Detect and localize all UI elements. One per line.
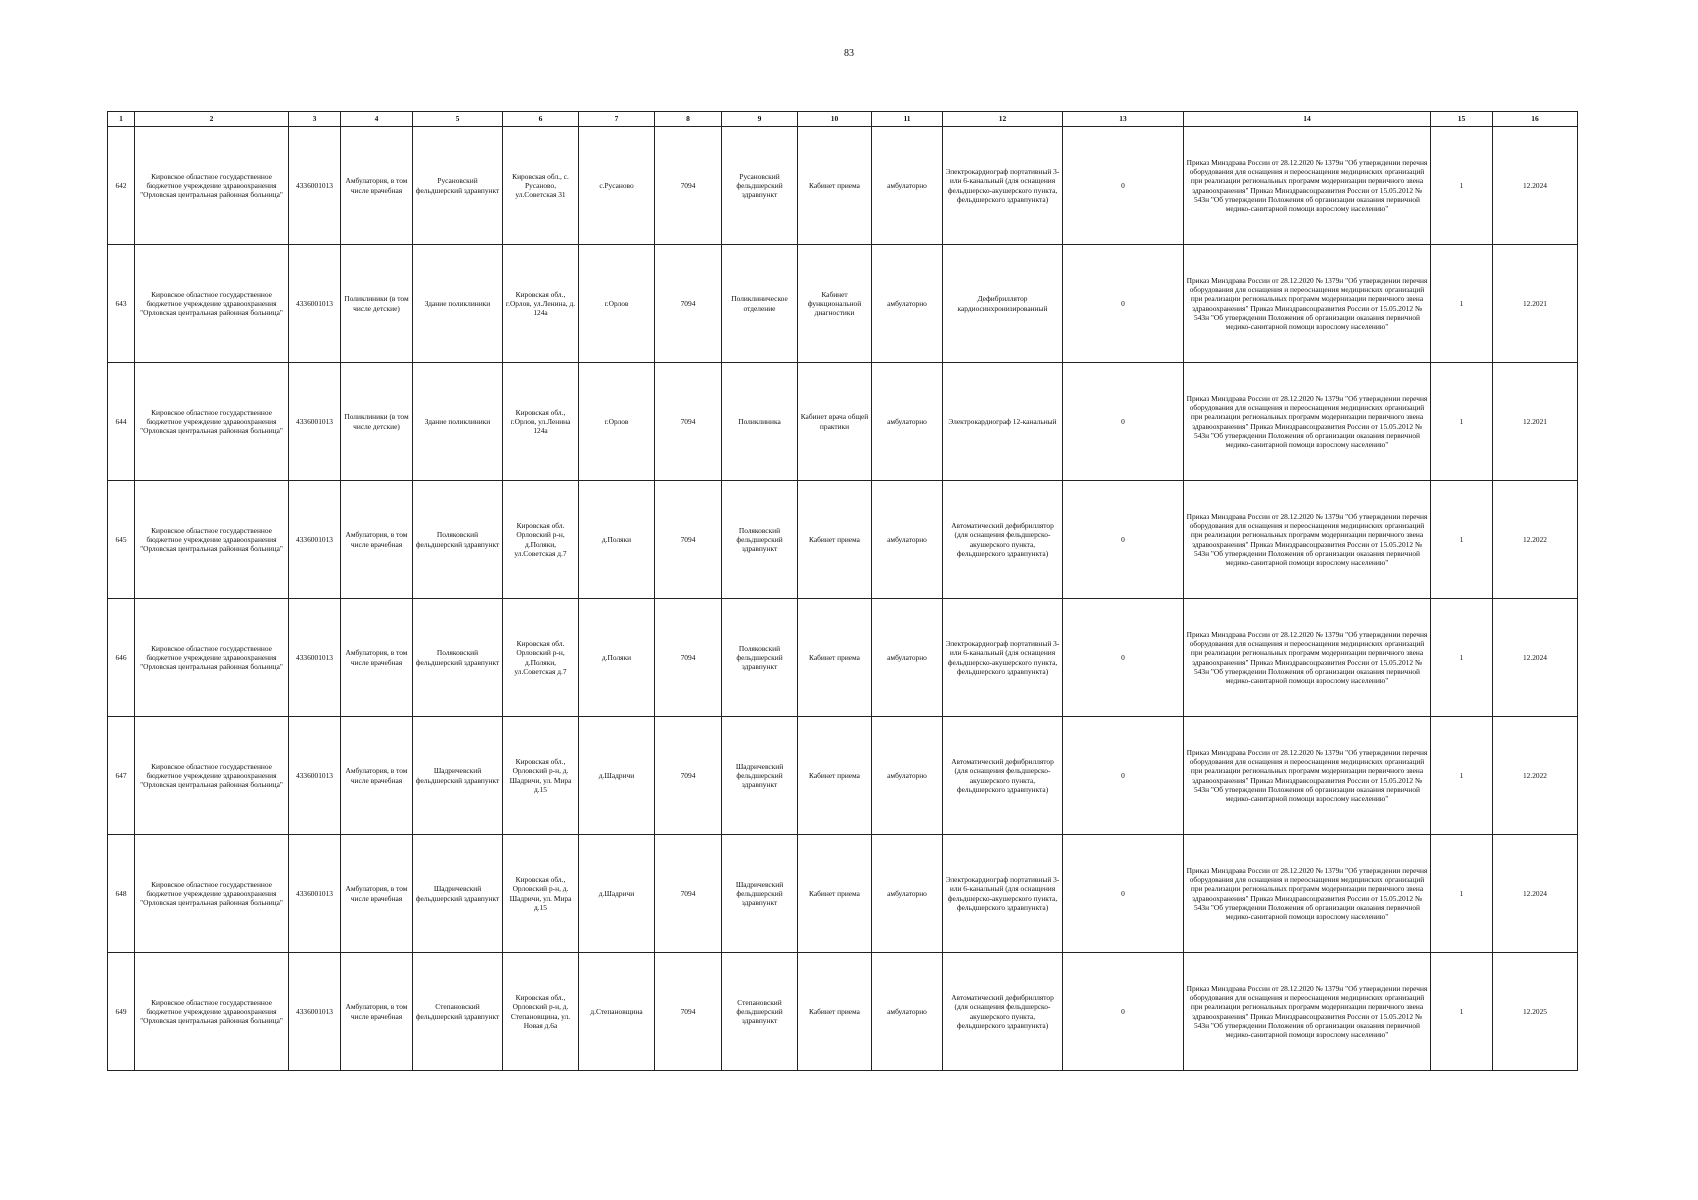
code-cell: 7094 xyxy=(655,953,722,1071)
organization-cell: Кировское областное государственное бюджетное учреждение здравоохранения "Орловская центральная районная больница" xyxy=(135,245,289,363)
quantity-cell: 1 xyxy=(1431,599,1493,717)
equipment-cell: Дефибриллятор кардиосинхронизированный xyxy=(943,245,1063,363)
col13-cell: 0 xyxy=(1063,717,1184,835)
row-number: 644 xyxy=(108,363,135,481)
facility-type-cell: Амбулатория, в том числе врачебная xyxy=(341,835,413,953)
column-header: 11 xyxy=(872,112,943,127)
address-cell: Кировская обл., с. Русаново, ул.Советская 31 xyxy=(503,127,579,245)
locality-cell: д.Шадричи xyxy=(579,835,655,953)
column-header: 13 xyxy=(1063,112,1184,127)
organization-cell: Кировское областное государственное бюджетное учреждение здравоохранения "Орловская центральная районная больница" xyxy=(135,481,289,599)
code-cell: 7094 xyxy=(655,599,722,717)
date-cell: 12.2022 xyxy=(1493,481,1578,599)
building-cell: Поляковский фельдшерский здравпункт xyxy=(413,481,503,599)
column-header: 2 xyxy=(135,112,289,127)
care-type-cell: амбулаторно xyxy=(872,127,943,245)
table-row xyxy=(108,835,1578,953)
care-type-cell: амбулаторно xyxy=(872,245,943,363)
department-cell: Поляковский фельдшерский здравпункт xyxy=(722,599,798,717)
equipment-cell: Электрокардиограф портативный 3- или 6-канальный (для оснащения фельдшерско-акушерского пункта, фельдшерского здравпункта) xyxy=(943,599,1063,717)
organization-cell: Кировское областное государственное бюджетное учреждение здравоохранения "Орловская центральная районная больница" xyxy=(135,599,289,717)
page-number: 83 xyxy=(844,48,854,59)
row-number: 645 xyxy=(108,481,135,599)
care-type-cell: амбулаторно xyxy=(872,481,943,599)
inn-cell: 4336001013 xyxy=(289,599,341,717)
organization-cell: Кировское областное государственное бюджетное учреждение здравоохранения "Орловская центральная районная больница" xyxy=(135,127,289,245)
row-number: 642 xyxy=(108,127,135,245)
row-number: 643 xyxy=(108,245,135,363)
order-cell: Приказ Минздрава России от 28.12.2020 № 1379н "Об утверждении перечня оборудования для оснащения и переоснащения медицинских организаций при реализации региональных программ модернизации первичного звена здравоохранения" Приказ Минздравсоцразвития России от 15.05.2012 № 543н "Об утверждении Положения об организации оказания первичной медико-санитарной помощи взрослому населению" xyxy=(1184,363,1431,481)
organization-cell: Кировское областное государственное бюджетное учреждение здравоохранения "Орловская центральная районная больница" xyxy=(135,835,289,953)
column-header: 5 xyxy=(413,112,503,127)
column-header: 7 xyxy=(579,112,655,127)
facility-type-cell: Амбулатория, в том числе врачебная xyxy=(341,481,413,599)
address-cell: Кировская обл., г.Орлов, ул.Ленина, д. 124а xyxy=(503,245,579,363)
code-cell: 7094 xyxy=(655,245,722,363)
address-cell: Кировская обл., Орловский р-н, д. Шадричи, ул. Мира д.15 xyxy=(503,717,579,835)
date-cell: 12.2024 xyxy=(1493,127,1578,245)
department-cell: Поликлиника xyxy=(722,363,798,481)
department-cell: Поликлиническое отделение xyxy=(722,245,798,363)
quantity-cell: 1 xyxy=(1431,717,1493,835)
inn-cell: 4336001013 xyxy=(289,127,341,245)
equipment-cell: Электрокардиограф портативный 3- или 6-канальный (для оснащения фельдшерско-акушерского пункта, фельдшерского здравпункта) xyxy=(943,835,1063,953)
room-cell: Кабинет приема xyxy=(798,127,872,245)
date-cell: 12.2024 xyxy=(1493,599,1578,717)
column-header: 15 xyxy=(1431,112,1493,127)
row-number: 649 xyxy=(108,953,135,1071)
room-cell: Кабинет приема xyxy=(798,835,872,953)
care-type-cell: амбулаторно xyxy=(872,599,943,717)
equipment-cell: Автоматический дефибриллятор (для оснащения фельдшерско-акушерского пункта, фельдшерского здравпункта) xyxy=(943,953,1063,1071)
table-row xyxy=(108,245,1578,363)
facility-type-cell: Амбулатория, в том числе врачебная xyxy=(341,599,413,717)
table-row xyxy=(108,953,1578,1071)
quantity-cell: 1 xyxy=(1431,953,1493,1071)
department-cell: Шадричевский фельдшерский здравпункт xyxy=(722,835,798,953)
department-cell: Шадричевский фельдшерский здравпункт xyxy=(722,717,798,835)
building-cell: Поляковский фельдшерский здравпункт xyxy=(413,599,503,717)
quantity-cell: 1 xyxy=(1431,835,1493,953)
equipment-registry-table xyxy=(107,111,1578,1071)
facility-type-cell: Амбулатория, в том числе врачебная xyxy=(341,953,413,1071)
column-header: 14 xyxy=(1184,112,1431,127)
column-header: 4 xyxy=(341,112,413,127)
header-row xyxy=(108,112,1578,127)
department-cell: Русановский фельдшерский здравпункт xyxy=(722,127,798,245)
table-row xyxy=(108,599,1578,717)
quantity-cell: 1 xyxy=(1431,245,1493,363)
code-cell: 7094 xyxy=(655,363,722,481)
facility-type-cell: Поликлиники (в том числе детские) xyxy=(341,363,413,481)
room-cell: Кабинет врача общей практики xyxy=(798,363,872,481)
locality-cell: д.Поляки xyxy=(579,481,655,599)
locality-cell: д.Поляки xyxy=(579,599,655,717)
care-type-cell: амбулаторно xyxy=(872,717,943,835)
date-cell: 12.2022 xyxy=(1493,717,1578,835)
equipment-cell: Автоматический дефибриллятор (для оснащения фельдшерско-акушерского пункта, фельдшерского здравпункта) xyxy=(943,717,1063,835)
order-cell: Приказ Минздрава России от 28.12.2020 № 1379н "Об утверждении перечня оборудования для оснащения и переоснащения медицинских организаций при реализации региональных программ модернизации первичного звена здравоохранения" Приказ Минздравсоцразвития России от 15.05.2012 № 543н "Об утверждении Положения об организации оказания первичной медико-санитарной помощи взрослому населению" xyxy=(1184,245,1431,363)
care-type-cell: амбулаторно xyxy=(872,363,943,481)
facility-type-cell: Амбулатория, в том числе врачебная xyxy=(341,127,413,245)
date-cell: 12.2021 xyxy=(1493,245,1578,363)
col13-cell: 0 xyxy=(1063,481,1184,599)
organization-cell: Кировское областное государственное бюджетное учреждение здравоохранения "Орловская центральная районная больница" xyxy=(135,953,289,1071)
column-header: 16 xyxy=(1493,112,1578,127)
code-cell: 7094 xyxy=(655,127,722,245)
locality-cell: г.Орлов xyxy=(579,245,655,363)
building-cell: Здание поликлиники xyxy=(413,245,503,363)
order-cell: Приказ Минздрава России от 28.12.2020 № 1379н "Об утверждении перечня оборудования для оснащения и переоснащения медицинских организаций при реализации региональных программ модернизации первичного звена здравоохранения" Приказ Минздравсоцразвития России от 15.05.2012 № 543н "Об утверждении Положения об организации оказания первичной медико-санитарной помощи взрослому населению" xyxy=(1184,717,1431,835)
address-cell: Кировская обл. Орловский р-н, д.Поляки, ул.Советская д.7 xyxy=(503,599,579,717)
column-header: 6 xyxy=(503,112,579,127)
col13-cell: 0 xyxy=(1063,835,1184,953)
code-cell: 7094 xyxy=(655,835,722,953)
code-cell: 7094 xyxy=(655,481,722,599)
column-header: 8 xyxy=(655,112,722,127)
address-cell: Кировская обл., Орловский р-н, д. Шадричи, ул. Мира д.15 xyxy=(503,835,579,953)
quantity-cell: 1 xyxy=(1431,127,1493,245)
column-header: 10 xyxy=(798,112,872,127)
equipment-cell: Автоматический дефибриллятор (для оснащения фельдшерско-акушерского пункта, фельдшерского здравпункта) xyxy=(943,481,1063,599)
locality-cell: д.Степановщина xyxy=(579,953,655,1071)
order-cell: Приказ Минздрава России от 28.12.2020 № 1379н "Об утверждении перечня оборудования для оснащения и переоснащения медицинских организаций при реализации региональных программ модернизации первичного звена здравоохранения" Приказ Минздравсоцразвития России от 15.05.2012 № 543н "Об утверждении Положения об организации оказания первичной медико-санитарной помощи взрослому населению" xyxy=(1184,953,1431,1071)
order-cell: Приказ Минздрава России от 28.12.2020 № 1379н "Об утверждении перечня оборудования для оснащения и переоснащения медицинских организаций при реализации региональных программ модернизации первичного звена здравоохранения" Приказ Минздравсоцразвития России от 15.05.2012 № 543н "Об утверждении Положения об организации оказания первичной медико-санитарной помощи взрослому населению" xyxy=(1184,835,1431,953)
row-number: 646 xyxy=(108,599,135,717)
col13-cell: 0 xyxy=(1063,127,1184,245)
date-cell: 12.2025 xyxy=(1493,953,1578,1071)
inn-cell: 4336001013 xyxy=(289,717,341,835)
order-cell: Приказ Минздрава России от 28.12.2020 № 1379н "Об утверждении перечня оборудования для оснащения и переоснащения медицинских организаций при реализации региональных программ модернизации первичного звена здравоохранения" Приказ Минздравсоцразвития России от 15.05.2012 № 543н "Об утверждении Положения об организации оказания первичной медико-санитарной помощи взрослому населению" xyxy=(1184,127,1431,245)
building-cell: Русановский фельдшерский здравпункт xyxy=(413,127,503,245)
locality-cell: с.Русаново xyxy=(579,127,655,245)
equipment-cell: Электрокардиограф 12-канальный xyxy=(943,363,1063,481)
col13-cell: 0 xyxy=(1063,245,1184,363)
inn-cell: 4336001013 xyxy=(289,245,341,363)
col13-cell: 0 xyxy=(1063,599,1184,717)
equipment-cell: Электрокардиограф портативный 3- или 6-канальный (для оснащения фельдшерско-акушерского пункта, фельдшерского здравпункта) xyxy=(943,127,1063,245)
department-cell: Поляковский фельдшерский здравпункт xyxy=(722,481,798,599)
room-cell: Кабинет приема xyxy=(798,599,872,717)
building-cell: Шадричевский фельдшерский здравпункт xyxy=(413,717,503,835)
col13-cell: 0 xyxy=(1063,953,1184,1071)
room-cell: Кабинет приема xyxy=(798,481,872,599)
building-cell: Шадричевский фельдшерский здравпункт xyxy=(413,835,503,953)
inn-cell: 4336001013 xyxy=(289,481,341,599)
column-header: 3 xyxy=(289,112,341,127)
address-cell: Кировская обл. Орловский р-н, д.Поляки, ул.Советская д.7 xyxy=(503,481,579,599)
room-cell: Кабинет приема xyxy=(798,953,872,1071)
column-header: 1 xyxy=(108,112,135,127)
row-number: 647 xyxy=(108,717,135,835)
row-number: 648 xyxy=(108,835,135,953)
room-cell: Кабинет приема xyxy=(798,717,872,835)
table-row xyxy=(108,127,1578,245)
column-header: 12 xyxy=(943,112,1063,127)
care-type-cell: амбулаторно xyxy=(872,953,943,1071)
care-type-cell: амбулаторно xyxy=(872,835,943,953)
column-header: 9 xyxy=(722,112,798,127)
locality-cell: д.Шадричи xyxy=(579,717,655,835)
date-cell: 12.2021 xyxy=(1493,363,1578,481)
order-cell: Приказ Минздрава России от 28.12.2020 № 1379н "Об утверждении перечня оборудования для оснащения и переоснащения медицинских организаций при реализации региональных программ модернизации первичного звена здравоохранения" Приказ Минздравсоцразвития России от 15.05.2012 № 543н "Об утверждении Положения об организации оказания первичной медико-санитарной помощи взрослому населению" xyxy=(1184,599,1431,717)
col13-cell: 0 xyxy=(1063,363,1184,481)
room-cell: Кабинет функциональной диагностики xyxy=(798,245,872,363)
quantity-cell: 1 xyxy=(1431,481,1493,599)
organization-cell: Кировское областное государственное бюджетное учреждение здравоохранения "Орловская центральная районная больница" xyxy=(135,717,289,835)
table-row xyxy=(108,481,1578,599)
table-row xyxy=(108,717,1578,835)
address-cell: Кировская обл., г.Орлов, ул.Ленина 124а xyxy=(503,363,579,481)
address-cell: Кировская обл., Орловский р-н, д. Степановщина, ул. Новая д.6а xyxy=(503,953,579,1071)
inn-cell: 4336001013 xyxy=(289,363,341,481)
building-cell: Здание поликлиники xyxy=(413,363,503,481)
locality-cell: г.Орлов xyxy=(579,363,655,481)
facility-type-cell: Поликлиники (в том числе детские) xyxy=(341,245,413,363)
organization-cell: Кировское областное государственное бюджетное учреждение здравоохранения "Орловская центральная районная больница" xyxy=(135,363,289,481)
inn-cell: 4336001013 xyxy=(289,835,341,953)
building-cell: Степановский фельдшерский здравпункт xyxy=(413,953,503,1071)
department-cell: Степановский фельдшерский здравпункт xyxy=(722,953,798,1071)
order-cell: Приказ Минздрава России от 28.12.2020 № 1379н "Об утверждении перечня оборудования для оснащения и переоснащения медицинских организаций при реализации региональных программ модернизации первичного звена здравоохранения" Приказ Минздравсоцразвития России от 15.05.2012 № 543н "Об утверждении Положения об организации оказания первичной медико-санитарной помощи взрослому населению" xyxy=(1184,481,1431,599)
facility-type-cell: Амбулатория, в том числе врачебная xyxy=(341,717,413,835)
date-cell: 12.2024 xyxy=(1493,835,1578,953)
inn-cell: 4336001013 xyxy=(289,953,341,1071)
quantity-cell: 1 xyxy=(1431,363,1493,481)
code-cell: 7094 xyxy=(655,717,722,835)
table-row xyxy=(108,363,1578,481)
